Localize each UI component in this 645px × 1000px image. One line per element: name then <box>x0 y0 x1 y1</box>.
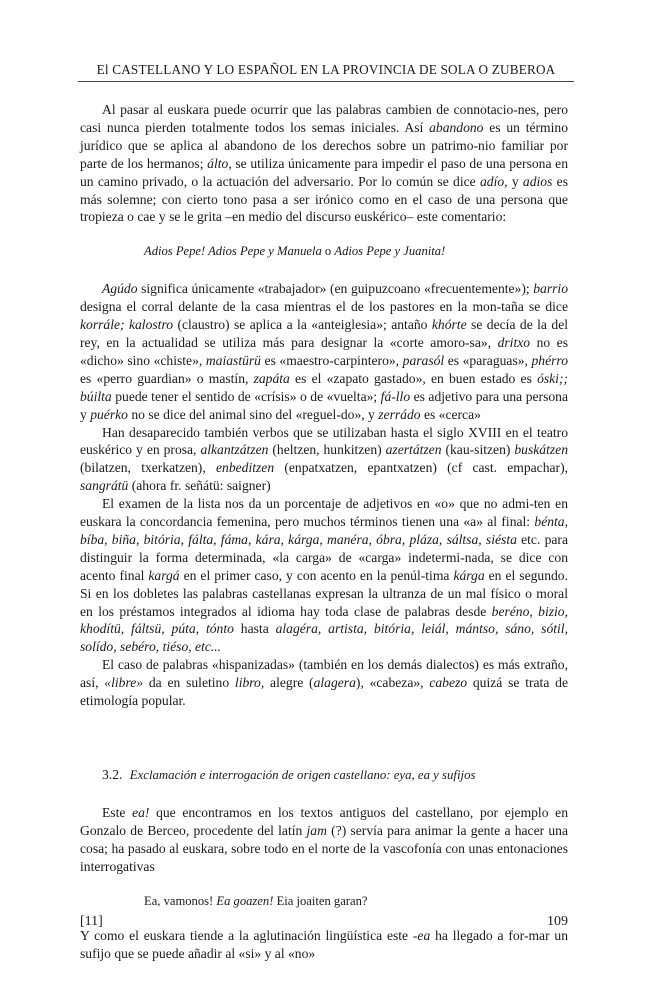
paragraph <box>80 656 568 710</box>
italic-term: ea! <box>132 804 150 820</box>
italic-term: «libre» <box>104 675 144 691</box>
text-run: (bilatzen, txerkatzen), <box>80 460 216 476</box>
footer-reference: [11] <box>80 914 103 929</box>
text-run: (heltzen, hunkitzen) <box>268 442 386 458</box>
paragraph <box>80 101 568 226</box>
italic-term: Adios Pepe y Juanita! <box>334 244 446 259</box>
italic-term: alkantzátzen <box>200 442 269 458</box>
italic-term: phérro <box>531 352 568 368</box>
running-header: El CASTELLANO Y LO ESPAÑOL EN LA PROVINCIA DE SOLA O ZUBEROA <box>78 62 574 82</box>
italic-term: alagera <box>313 675 356 691</box>
italic-term: puérko <box>90 406 128 422</box>
text-run: alegre ( <box>264 675 314 691</box>
italic-term: adío, <box>479 173 508 189</box>
italic-term: adios <box>522 173 553 189</box>
italic-term: Agúdo <box>102 281 138 297</box>
example-quote <box>80 243 568 261</box>
example-quote <box>80 893 568 911</box>
italic-term: Adios Pepe! Adios Pepe y Manuela <box>144 244 322 259</box>
text-run: da en suletino <box>143 675 235 691</box>
italic-term: barrio <box>533 281 568 297</box>
italic-term: libro, <box>234 675 265 691</box>
text-run: es más solemne; con cierto tono pasa a ser irónico como en el caso de una persona que tropieza o cae y se le grita –en medio del discurso euskérico– este comentario: <box>80 173 568 225</box>
italic-term: azertátzen <box>385 442 442 458</box>
italic-term: alagéra, artista, bitória, leiál, mántso, sáno, sótil, solído, sebéro, tiéso, etc... <box>80 621 568 655</box>
italic-term: khórte <box>431 317 467 333</box>
italic-term: óski;; búilta <box>80 370 569 404</box>
italic-term: kargá <box>148 567 180 583</box>
italic-term: abandono <box>429 119 484 135</box>
text-run: hasta <box>233 621 276 637</box>
text-run: Han desaparecido también verbos que se utilizaban hasta el siglo XVIII en el teatro euskérico y en prosa, <box>80 424 568 458</box>
italic-term: enbeditzen <box>215 460 275 476</box>
text-run: designa el corral delante de la casa mientras el de los pastores en la mon-taña se dice <box>80 299 568 315</box>
text-run: ha llegado a for-mar un sufijo que se puede añadir al «si» y al «no» <box>80 928 568 962</box>
text-run: (claustro) se aplica a la «anteiglesia»; antaño <box>173 317 432 333</box>
text-run: etc. para distinguir la forma determinada, «la carga» de «carga» indetermi-nada, se dice con acento final <box>80 531 568 583</box>
italic-term: Ea goazen! <box>216 893 274 908</box>
text-run: Este <box>102 804 133 820</box>
section-title: Exclamación e interrogación de origen castellano: eya, ea y sufijos <box>129 768 476 782</box>
italic-term: zerrádo <box>378 406 421 422</box>
text-run: es un término jurídico que se aplica al abandono de los derechos sobre un patrimo-nio familiar por parte de los hermanos; <box>80 119 568 171</box>
page-body <box>80 101 568 963</box>
text-run: Al pasar al euskara puede ocurrir que las palabras cambien de connotacio-nes, pero casi nunca pierden totalmente todos los semas iniciales. Así <box>80 102 568 135</box>
italic-term: álto, <box>207 155 232 171</box>
section-heading <box>80 766 568 785</box>
text-run: Y como el euskara tiende a la aglutinación lingüística este <box>80 928 413 944</box>
text-run: (kau-sitzen) <box>441 442 515 458</box>
paragraph <box>80 804 568 876</box>
text-run: puede tener el sentido de «crísis» o de «vuelta»; <box>111 388 381 404</box>
italic-term: zapáta <box>253 370 290 386</box>
text-run: es «perro guardian» o mastín, <box>80 370 254 386</box>
text-run: (?) servía para animar la gente a hacer una cosa; ha pasado al euskara, sobre todo en el norte de la vascofonía con unas entonaciones interrogativas <box>80 822 568 874</box>
text-run: Ea, vamonos! <box>144 893 217 908</box>
page-number: 109 <box>547 914 568 929</box>
text-run: (ahora fr. señátü: saigner) <box>128 478 271 494</box>
text-run: y <box>507 173 523 189</box>
paragraph <box>80 424 568 496</box>
text-run: es «maestro-carpintero», <box>260 352 403 368</box>
text-run: se decía de la del rey, en la actualidad se utiliza más para designar la «corte amoro-sa», <box>80 317 569 350</box>
italic-term: maiastürü <box>205 352 261 368</box>
text-run: ), «cabeza», <box>355 675 430 691</box>
italic-term: buskátzen <box>514 442 568 458</box>
italic-term: parasól <box>402 352 445 368</box>
text-run: significa únicamente «trabajador» (en guipuzcoano «frecuentemente»); <box>137 281 534 297</box>
text-run: es «paraguas», <box>444 352 532 368</box>
italic-term: korrále; kalostro <box>80 317 174 333</box>
text-run: quizá se trata de etimología popular. <box>80 675 568 709</box>
italic-term: fá-llo <box>380 388 411 404</box>
paragraph <box>80 495 568 656</box>
text-run: no es «dicho» sino «chiste», <box>80 334 568 368</box>
text-run: es «cerca» <box>420 406 481 422</box>
italic-term: dritxo <box>497 334 531 350</box>
text-run: El examen de la lista nos da un porcentaje de adjetivos en «o» que no admi-ten en euskara la concordancia femenina, pero muchos términos tienen una «a» al final: <box>80 496 568 530</box>
text-run: se utiliza únicamente para impedir el paso de una persona en un camino privado, o la actuación del adversario. Por lo común se dice <box>80 155 568 189</box>
italic-term: kárga <box>453 567 485 583</box>
text-run: no se dice del animal sino del «reguel-do», y <box>127 406 379 422</box>
paragraph <box>80 280 568 423</box>
text-run: en el primer caso, y con acento en la penúl-tima <box>179 567 454 583</box>
text-run: o <box>321 244 335 259</box>
text-run: es el «zapato gastado», en buen estado es <box>289 370 538 386</box>
italic-term: sangrátü <box>80 478 129 494</box>
text-run: (enpatxatzen, epantxatzen) (cf cast. empachar), <box>274 460 569 476</box>
text-run: en el segundo. Si en los dobletes las palabras castellanas expresan la ultranza de un mal físico o moral en los préstamos integrados al idioma hay toda clase de palabras desde <box>80 567 568 619</box>
text-run: que encontramos en los textos antiguos del castellano, por ejemplo en Gonzalo de Berceo, procedente del latín <box>80 804 568 838</box>
section-number: 3.2. <box>102 767 123 782</box>
italic-term: jam <box>306 822 327 838</box>
italic-term: -ea <box>412 928 431 944</box>
text-run: es adjetivo para una persona y <box>80 388 568 422</box>
paragraph <box>80 927 568 963</box>
italic-term: bénta, bíba, biña, bitória, fálta, fáma, kára, kárga, manéra, óbra, pláza, sáltsa, siésta <box>80 514 568 547</box>
text-run: El caso de palabras «hispanizadas» (también en los demás dialectos) es más extraño, así, <box>80 657 568 691</box>
text-run: Eia joaiten garan? <box>273 893 368 908</box>
italic-term: cabezo <box>429 675 468 691</box>
italic-term: beréno, bizio, khodítü, fáltsü, púta, tónto <box>80 603 568 637</box>
